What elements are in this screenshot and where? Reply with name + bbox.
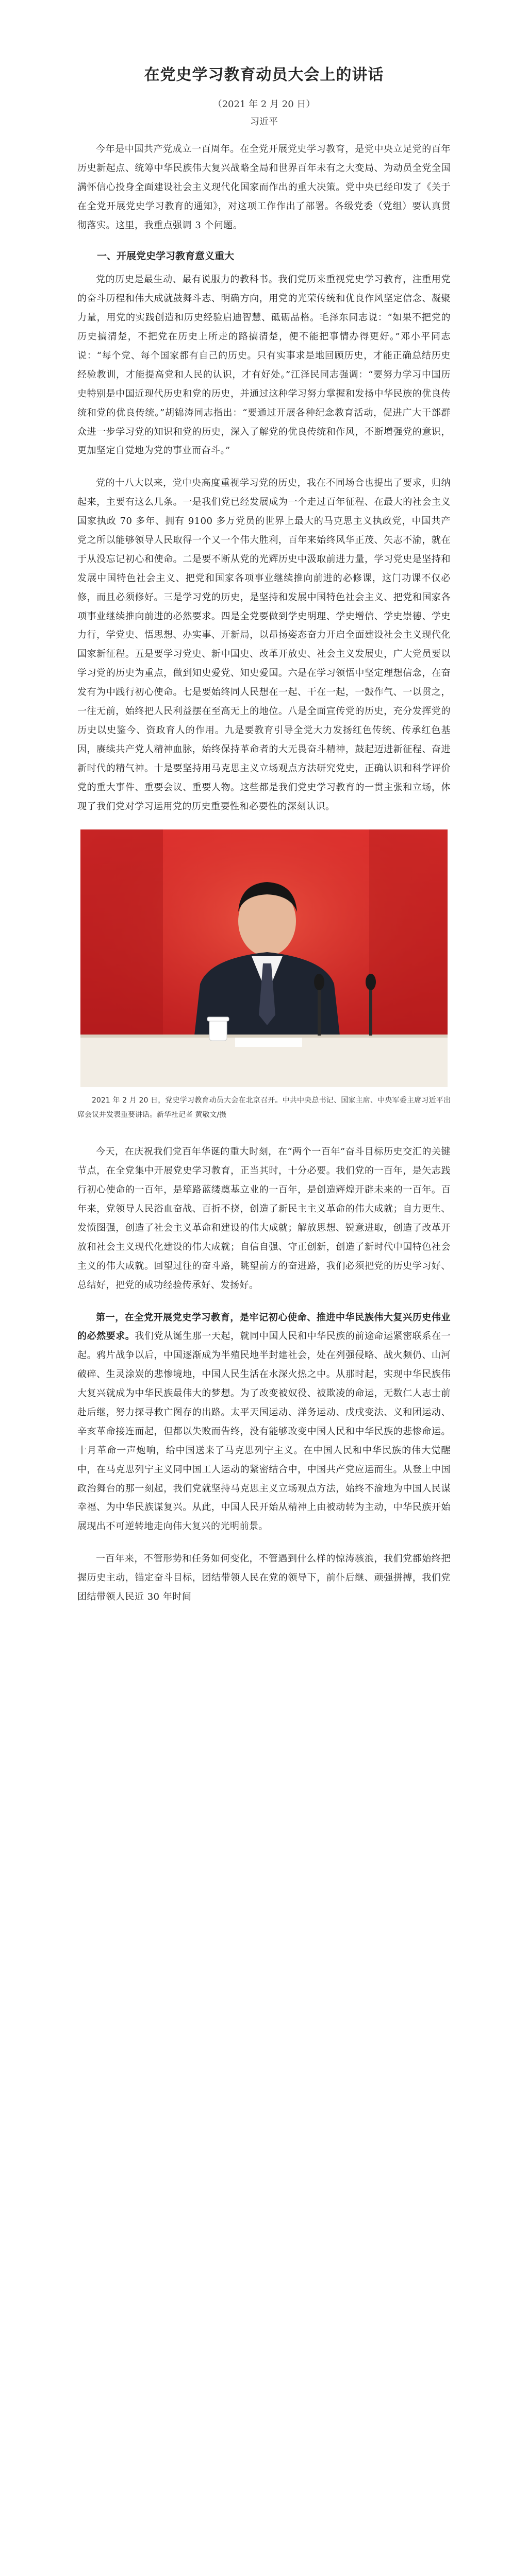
microphone-head bbox=[366, 974, 376, 990]
microphone-stand bbox=[369, 984, 372, 1036]
intro-paragraph: 今年是中国共产党成立一百周年。在全党开展党史学习教育，是党中央立足党的百年历史新起点、统筹中华民族伟大复兴战略全局和世界百年未有之大变局、为动员全党全国满怀信心投身全面建设社会主义现代化国家而作出的重大决策。党中央已经印发了《关于在全党开展党史学习教育的通知》，对这项工作作出了部署。各级党委（党组）要认真贯彻落实。这里，我重点强调 3 个问题。 bbox=[77, 144, 451, 231]
photo-caption: 2021 年 2 月 20 日，党史学习教育动员大会在北京召开。中共中央总书记、国家主席、中央军委主席习近平出席会议并发表重要讲话。新华社记者 黄敬文/摄 bbox=[77, 1096, 451, 1120]
article-author: 习近平 bbox=[250, 116, 278, 127]
section1-paragraph-1: 党的历史是最生动、最有说服力的教科书。我们党历来重视党史学习教育，注重用党的奋斗历程和伟大成就鼓舞斗志、明确方向，用党的光荣传统和优良作风坚定信念、凝聚力量，用党的实践创造和历史经验启迪智慧、砥砺品格。毛泽东同志说：“如果不把党的历史搞清楚，不把党在历史上所走的路搞清楚，便不能把事情办得更好。”邓小平同志说：“每个党、每个国家都有自己的历史。只有实事求是地回顾历史，才能正确总结历史经验教训，才能提高党和人民的认识，才有好处。”江泽民同志强调：“要努力学习中国历史特别是中国近现代历史和党的历史，并通过这种学习努力掌握和发扬中华民族的优良传统和党的优良传统。”胡锦涛同志指出：“要通过开展各种纪念教育活动，促进广大干部群众进一步学习党的知识和党的历史，深入了解党的优良传统和作风，不断增强党的意识，更加坚定自觉地为党的事业而奋斗。” bbox=[77, 274, 451, 456]
desk-edge bbox=[80, 1035, 448, 1038]
teacup-lid bbox=[207, 1017, 229, 1021]
microphone-head bbox=[314, 974, 324, 990]
microphone-stand bbox=[318, 984, 321, 1036]
article-date: （2021 年 2 月 20 日） bbox=[212, 99, 316, 110]
section2-paragraph-1: 今天，在庆祝我们党百年华诞的重大时刻，在“两个一百年”奋斗目标历史交汇的关键节点，在全党集中开展党史学习教育，正当其时，十分必要。我们党的一百年，是矢志践行初心使命的一百年，是筚路蓝缕奠基立业的一百年，是创造辉煌开辟未来的一百年。百年来，党领导人民浴血奋战、百折不挠，创造了新民主主义革命的伟大成就；自力更生、发愤图强，创造了社会主义革命和建设的伟大成就；解放思想、锐意进取，创造了改革开放和社会主义现代化建设的伟大成就；自信自强、守正创新，创造了新时代中国特色社会主义的伟大成就。回望过往的奋斗路，眺望前方的奋进路，我们必须把党的历史学习好、总结好，把党的成功经验传承好、发扬好。 bbox=[77, 1146, 451, 1291]
speech-photo bbox=[80, 829, 448, 1087]
teacup bbox=[209, 1020, 227, 1041]
article-title: 在党史学习教育动员大会上的讲话 bbox=[144, 66, 384, 84]
section2-paragraph-2 bbox=[77, 1309, 451, 1537]
section2-paragraph-3: 一百年来，不管形势和任务如何变化，不管遇到什么样的惊涛骇浪，我们党都始终把握历史主动，锚定奋斗目标，团结带领人民在党的领导下，前仆后继、顽强拼搏，我们党团结带领人民近 30 年时间 bbox=[77, 1553, 451, 1602]
document-sheet bbox=[235, 1038, 302, 1047]
section2-paragraph-2-body: 我们党从诞生那一天起，就同中国人民和中华民族的前途命运紧密联系在一起。鸦片战争以后，中国逐渐成为半殖民地半封建社会，处在列强侵略、战火频仍、山河破碎、生灵涂炭的悲惨境地，中国人民生活在水深火热之中。从那时起，实现中华民族伟大复兴就成为中华民族最伟大的梦想。为了改变被奴役、被欺凌的命运，无数仁人志士前赴后继，努力探寻救亡图存的出路。太平天国运动、洋务运动、戊戌变法、义和团运动、辛亥革命接连而起，但都以失败而告终，没有能够改变中国人民和中华民族的悲惨命运。十月革命一声炮响，给中国送来了马克思列宁主义。在中国人民和中华民族的伟大觉醒中，在马克思列宁主义同中国工人运动的紧密结合中，中国共产党应运而生。从登上中国政治舞台的那一刻起，我们党就坚持马克思主义立场观点方法，始终不渝地为中国人民谋幸福、为中华民族谋复兴。从此，中国人民开始从精神上由被动转为主动，中华民族开始展现出不可逆转地走向伟大复兴的光明前景。 bbox=[77, 1331, 451, 1532]
section-heading-1: 一、开展党史学习教育意义重大 bbox=[97, 250, 235, 262]
section2-paragraph-2-lead: 第一，在全党开展党史学习教育，是牢记初心使命、推进中华民族伟大复兴历史伟业的必然要求。 bbox=[77, 1312, 451, 1342]
photo-figure bbox=[80, 829, 448, 1087]
section1-paragraph-2: 党的十八大以来，党中央高度重视学习党的历史，我在不同场合也提出了要求，归纳起来，主要有这么几条。一是我们党已经发展成为一个走过百年征程、在最大的社会主义国家执政 70 多年、拥有 9100 多万党员的世界上最大的马克思主义执政党，中国共产党之所以能够领导人民取得一个又一个伟大胜利，百年来始终风华正茂、矢志不渝，就在于从没忘记初心和使命。二是要不断从党的光辉历史中汲取前进力量，学习党史是坚持和发展中国特色社会主义、把党和国家各项事业继续推向前进的必修课，这门功课不仅必修，而且必须修好。三是学习党的历史，是坚持和发展中国特色社会主义、把党和国家各项事业继续推向前进的必然要求。四是全党要做到学史明理、学史增信、学史崇德、学史力行，学党史、悟思想、办实事、开新局，以昂扬姿态奋力开启全面建设社会主义现代化国家新征程。五是要学习党史、新中国史、改革开放史、社会主义发展史，广大党员要以学习党的历史为重点，做到知史爱党、知史爱国。六是在学习领悟中坚定理想信念，在奋发有为中践行初心使命。七是要始终同人民想在一起、干在一起，一鼓作气、一以贯之，一往无前，始终把人民利益摆在至高无上的地位。八是全面宣传党的历史，充分发挥党的历史以史鉴今、资政育人的作用。九是要教育引导全党大力发扬红色传统、传承红色基因，赓续共产党人精神血脉，始终保持革命者的大无畏奋斗精神，鼓起迈进新征程、奋进新时代的精气神。十是要坚持用马克思主义立场观点方法研究党史，正确认识和科学评价党的重大事件、重要会议、重要人物。这些都是我们党史学习教育的一贯主张和立场，体现了我们党对学习运用党的历史重要性和必要性的深刻认识。 bbox=[77, 478, 451, 812]
